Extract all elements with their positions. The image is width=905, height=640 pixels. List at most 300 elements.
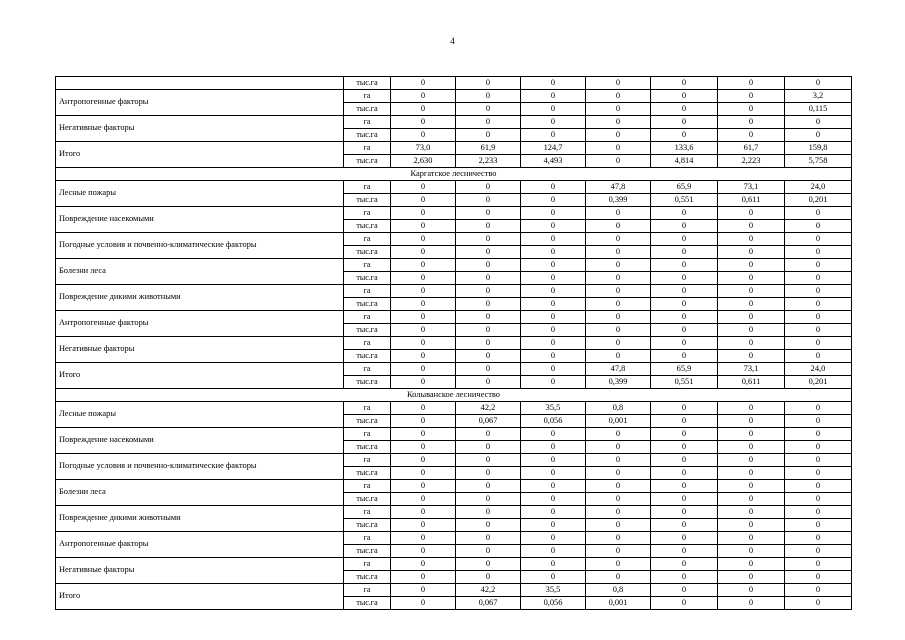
value-cell: 0 (391, 467, 456, 480)
value-cell: 0 (785, 402, 852, 415)
unit-cell: тыс.га (344, 467, 391, 480)
value-cell: 0 (586, 285, 651, 298)
section-row (56, 168, 852, 181)
value-cell: 0 (456, 558, 521, 571)
unit-cell: тыс.га (344, 415, 391, 428)
value-cell: 0 (651, 402, 718, 415)
value-cell: 0 (651, 90, 718, 103)
value-cell: 0 (785, 545, 852, 558)
unit-cell: га (344, 454, 391, 467)
value-cell: 4,493 (521, 155, 586, 168)
value-cell: 0,001 (586, 597, 651, 610)
unit-cell: тыс.га (344, 220, 391, 233)
value-cell: 0 (785, 337, 852, 350)
value-cell: 0 (521, 103, 586, 116)
unit-cell: тыс.га (344, 545, 391, 558)
value-cell: 0 (718, 285, 785, 298)
value-cell: 0 (586, 246, 651, 259)
table-row (56, 90, 852, 103)
value-cell: 0 (586, 545, 651, 558)
factor-label: Негативные факторы (56, 337, 344, 363)
value-cell: 0 (586, 103, 651, 116)
table-row (56, 428, 852, 441)
table-row (56, 506, 852, 519)
value-cell: 0 (718, 493, 785, 506)
value-cell: 0 (391, 402, 456, 415)
unit-cell: га (344, 584, 391, 597)
value-cell: 0 (521, 311, 586, 324)
value-cell: 35,5 (521, 584, 586, 597)
value-cell: 0 (651, 454, 718, 467)
unit-cell: га (344, 285, 391, 298)
value-cell: 0 (785, 350, 852, 363)
unit-cell: га (344, 311, 391, 324)
unit-cell: га (344, 532, 391, 545)
value-cell: 0 (718, 337, 785, 350)
value-cell: 0 (521, 116, 586, 129)
factor-label: Болезни леса (56, 259, 344, 285)
value-cell: 0 (456, 480, 521, 493)
value-cell: 47,8 (586, 181, 651, 194)
value-cell: 0 (456, 259, 521, 272)
value-cell: 0 (718, 246, 785, 259)
value-cell: 0 (651, 220, 718, 233)
value-cell: 0 (521, 506, 586, 519)
value-cell: 0 (521, 246, 586, 259)
value-cell: 0 (718, 467, 785, 480)
value-cell: 0 (651, 558, 718, 571)
value-cell: 0 (521, 519, 586, 532)
value-cell: 0 (391, 428, 456, 441)
unit-cell: тыс.га (344, 571, 391, 584)
unit-cell: га (344, 506, 391, 519)
value-cell: 0 (586, 298, 651, 311)
factor-label: Лесные пожары (56, 402, 344, 428)
value-cell: 0 (586, 558, 651, 571)
value-cell: 0 (456, 246, 521, 259)
unit-cell: тыс.га (344, 155, 391, 168)
table-row (56, 233, 852, 246)
page-number: 4 (450, 36, 455, 46)
value-cell: 0 (718, 597, 785, 610)
value-cell: 0 (718, 324, 785, 337)
unit-cell: тыс.га (344, 376, 391, 389)
value-cell: 2,233 (456, 155, 521, 168)
value-cell: 0 (718, 116, 785, 129)
table-row (56, 116, 852, 129)
value-cell: 0 (521, 181, 586, 194)
value-cell: 0 (521, 480, 586, 493)
value-cell: 0 (586, 207, 651, 220)
value-cell: 0 (521, 376, 586, 389)
value-cell: 0 (785, 480, 852, 493)
value-cell: 0 (521, 571, 586, 584)
value-cell: 0 (521, 77, 586, 90)
value-cell: 0 (785, 467, 852, 480)
value-cell: 73,1 (718, 181, 785, 194)
value-cell: 0 (718, 545, 785, 558)
unit-cell: га (344, 480, 391, 493)
value-cell: 0 (391, 493, 456, 506)
value-cell: 0 (456, 350, 521, 363)
value-cell: 0 (391, 116, 456, 129)
value-cell: 0 (651, 519, 718, 532)
factor-label: Погодные условия и почвенно-климатические факторы (56, 454, 344, 480)
value-cell: 0 (391, 506, 456, 519)
unit-cell: тыс.га (344, 77, 391, 90)
factor-label: Итого (56, 584, 344, 610)
value-cell: 0 (785, 519, 852, 532)
value-cell: 0 (521, 272, 586, 285)
value-cell: 0 (718, 402, 785, 415)
value-cell: 0 (391, 298, 456, 311)
unit-cell: га (344, 90, 391, 103)
value-cell: 0,8 (586, 584, 651, 597)
value-cell: 0 (651, 480, 718, 493)
table-row (56, 142, 852, 155)
value-cell: 0 (586, 441, 651, 454)
value-cell: 0 (521, 558, 586, 571)
value-cell: 0 (586, 233, 651, 246)
table-row (56, 532, 852, 545)
value-cell: 2,630 (391, 155, 456, 168)
value-cell: 0 (391, 246, 456, 259)
value-cell: 0 (651, 428, 718, 441)
value-cell: 0 (651, 324, 718, 337)
value-cell: 0 (651, 467, 718, 480)
value-cell: 61,7 (718, 142, 785, 155)
factor-label: Погодные условия и почвенно-климатические факторы (56, 233, 344, 259)
unit-cell: тыс.га (344, 597, 391, 610)
value-cell: 0 (586, 77, 651, 90)
value-cell: 0 (718, 480, 785, 493)
value-cell: 0 (651, 233, 718, 246)
value-cell: 0 (586, 324, 651, 337)
value-cell: 0 (391, 324, 456, 337)
forest-damage-table (55, 76, 852, 610)
value-cell: 0,056 (521, 597, 586, 610)
value-cell: 0 (651, 311, 718, 324)
factor-label: Болезни леса (56, 480, 344, 506)
unit-cell: га (344, 428, 391, 441)
value-cell: 0 (456, 233, 521, 246)
value-cell: 0 (651, 506, 718, 519)
value-cell: 0 (391, 415, 456, 428)
value-cell: 0 (521, 90, 586, 103)
value-cell: 0 (456, 545, 521, 558)
value-cell: 0 (785, 311, 852, 324)
value-cell: 0 (521, 428, 586, 441)
table-row (56, 480, 852, 493)
value-cell: 0 (391, 311, 456, 324)
value-cell: 0 (391, 363, 456, 376)
value-cell: 0 (456, 571, 521, 584)
unit-cell: тыс.га (344, 324, 391, 337)
value-cell: 0 (651, 415, 718, 428)
value-cell: 0 (456, 272, 521, 285)
value-cell: 0 (521, 441, 586, 454)
value-cell: 0 (651, 116, 718, 129)
value-cell: 0 (521, 194, 586, 207)
unit-cell: тыс.га (344, 441, 391, 454)
value-cell: 0 (456, 324, 521, 337)
value-cell: 0,399 (586, 194, 651, 207)
value-cell: 0 (456, 77, 521, 90)
value-cell: 0 (718, 220, 785, 233)
value-cell: 0 (391, 597, 456, 610)
value-cell: 0 (391, 220, 456, 233)
value-cell: 0 (718, 259, 785, 272)
value-cell: 0 (521, 233, 586, 246)
value-cell: 0 (586, 571, 651, 584)
value-cell: 0 (456, 337, 521, 350)
unit-cell: тыс.га (344, 272, 391, 285)
value-cell: 0 (651, 103, 718, 116)
factor-label: Негативные факторы (56, 558, 344, 584)
table-row (56, 181, 852, 194)
value-cell: 0 (456, 311, 521, 324)
value-cell: 0 (391, 584, 456, 597)
value-cell: 0 (391, 545, 456, 558)
value-cell: 0 (456, 194, 521, 207)
value-cell: 0 (391, 77, 456, 90)
value-cell: 0,399 (586, 376, 651, 389)
value-cell: 0 (718, 571, 785, 584)
value-cell: 0 (718, 428, 785, 441)
value-cell: 24,0 (785, 181, 852, 194)
value-cell: 0 (586, 480, 651, 493)
table-row (56, 584, 852, 597)
factor-label: Антропогенные факторы (56, 311, 344, 337)
value-cell: 0 (456, 103, 521, 116)
value-cell: 0 (651, 272, 718, 285)
value-cell: 0 (521, 298, 586, 311)
value-cell: 0 (456, 519, 521, 532)
value-cell: 0 (718, 519, 785, 532)
value-cell: 4,814 (651, 155, 718, 168)
value-cell: 0 (456, 454, 521, 467)
value-cell: 0 (391, 519, 456, 532)
value-cell: 0 (718, 77, 785, 90)
table-row (56, 402, 852, 415)
value-cell: 0 (456, 506, 521, 519)
value-cell: 0 (521, 207, 586, 220)
factor-label: Лесные пожары (56, 181, 344, 207)
value-cell: 0 (586, 259, 651, 272)
value-cell: 0,201 (785, 376, 852, 389)
section-row (56, 389, 852, 402)
value-cell: 0 (785, 506, 852, 519)
value-cell: 0 (586, 337, 651, 350)
value-cell: 0 (785, 584, 852, 597)
value-cell: 0 (391, 480, 456, 493)
value-cell: 0 (521, 532, 586, 545)
value-cell: 0 (391, 90, 456, 103)
value-cell: 0 (785, 77, 852, 90)
unit-cell: тыс.га (344, 519, 391, 532)
value-cell: 0 (785, 116, 852, 129)
value-cell: 3,2 (785, 90, 852, 103)
value-cell: 0 (651, 597, 718, 610)
value-cell: 0 (521, 467, 586, 480)
unit-cell: тыс.га (344, 298, 391, 311)
value-cell: 0 (718, 415, 785, 428)
value-cell: 0,001 (586, 415, 651, 428)
value-cell: 0 (391, 337, 456, 350)
value-cell: 0 (456, 116, 521, 129)
value-cell: 0,551 (651, 376, 718, 389)
value-cell: 0 (718, 506, 785, 519)
value-cell: 0 (785, 324, 852, 337)
value-cell: 0 (718, 350, 785, 363)
value-cell: 0 (521, 493, 586, 506)
section-title: Колыванское лесничество (56, 389, 852, 402)
section-title: Каргатское лесничество (56, 168, 852, 181)
value-cell: 0 (785, 298, 852, 311)
value-cell: 0 (521, 454, 586, 467)
value-cell: 0 (586, 454, 651, 467)
value-cell: 0,551 (651, 194, 718, 207)
value-cell: 73,0 (391, 142, 456, 155)
value-cell: 0 (718, 311, 785, 324)
value-cell: 0 (651, 493, 718, 506)
unit-cell: га (344, 558, 391, 571)
value-cell: 0 (718, 558, 785, 571)
value-cell: 0 (651, 207, 718, 220)
value-cell: 0 (718, 298, 785, 311)
value-cell: 0 (391, 233, 456, 246)
value-cell: 0 (785, 493, 852, 506)
value-cell: 47,8 (586, 363, 651, 376)
value-cell: 0 (521, 350, 586, 363)
value-cell: 0 (521, 324, 586, 337)
value-cell: 0 (651, 298, 718, 311)
value-cell: 0 (586, 532, 651, 545)
value-cell: 0 (785, 597, 852, 610)
value-cell: 0 (521, 129, 586, 142)
value-cell: 0 (586, 142, 651, 155)
value-cell: 65,9 (651, 181, 718, 194)
value-cell: 0 (718, 532, 785, 545)
value-cell: 0,611 (718, 376, 785, 389)
value-cell: 0 (521, 337, 586, 350)
value-cell: 0 (586, 493, 651, 506)
value-cell: 0 (586, 220, 651, 233)
value-cell: 0,056 (521, 415, 586, 428)
value-cell: 159,8 (785, 142, 852, 155)
unit-cell: тыс.га (344, 246, 391, 259)
value-cell: 0 (521, 285, 586, 298)
factor-label: Итого (56, 142, 344, 168)
unit-cell: тыс.га (344, 103, 391, 116)
value-cell: 0 (586, 311, 651, 324)
value-cell: 0,8 (586, 402, 651, 415)
factor-label: Повреждение насекомыми (56, 428, 344, 454)
factor-label: Антропогенные факторы (56, 532, 344, 558)
value-cell: 0 (785, 532, 852, 545)
value-cell: 0 (521, 545, 586, 558)
value-cell: 65,9 (651, 363, 718, 376)
value-cell: 0 (651, 246, 718, 259)
value-cell: 0 (785, 571, 852, 584)
table-row (56, 311, 852, 324)
value-cell: 0 (521, 363, 586, 376)
value-cell: 0 (456, 376, 521, 389)
value-cell: 0,201 (785, 194, 852, 207)
value-cell: 24,0 (785, 363, 852, 376)
value-cell: 0 (785, 272, 852, 285)
table-row (56, 77, 852, 90)
value-cell: 0 (456, 532, 521, 545)
value-cell: 0 (456, 207, 521, 220)
value-cell: 0 (391, 285, 456, 298)
value-cell: 0 (586, 467, 651, 480)
value-cell: 0 (456, 493, 521, 506)
unit-cell: тыс.га (344, 350, 391, 363)
value-cell: 0 (586, 506, 651, 519)
value-cell: 0 (456, 90, 521, 103)
table-body (56, 77, 852, 610)
factor-label: Повреждение насекомыми (56, 207, 344, 233)
empty-label-cell (56, 77, 344, 90)
value-cell: 0 (456, 363, 521, 376)
value-cell: 0 (651, 259, 718, 272)
value-cell: 0 (785, 285, 852, 298)
value-cell: 0 (391, 454, 456, 467)
value-cell: 0 (718, 207, 785, 220)
value-cell: 0 (456, 129, 521, 142)
value-cell: 61,9 (456, 142, 521, 155)
value-cell: 0 (391, 181, 456, 194)
value-cell: 0 (456, 220, 521, 233)
value-cell: 0 (391, 441, 456, 454)
value-cell: 0 (521, 259, 586, 272)
value-cell: 0,067 (456, 597, 521, 610)
value-cell: 0 (456, 441, 521, 454)
value-cell: 133,6 (651, 142, 718, 155)
value-cell: 124,7 (521, 142, 586, 155)
value-cell: 0 (651, 285, 718, 298)
value-cell: 0 (785, 415, 852, 428)
value-cell: 0 (586, 519, 651, 532)
factor-label: Негативные факторы (56, 116, 344, 142)
unit-cell: га (344, 142, 391, 155)
value-cell: 0 (586, 129, 651, 142)
value-cell: 0 (718, 129, 785, 142)
factor-label: Антропогенные факторы (56, 90, 344, 116)
value-cell: 0 (456, 298, 521, 311)
value-cell: 0 (785, 441, 852, 454)
value-cell: 0 (785, 246, 852, 259)
unit-cell: га (344, 402, 391, 415)
value-cell: 0 (586, 116, 651, 129)
value-cell: 0 (651, 441, 718, 454)
value-cell: 0 (586, 90, 651, 103)
unit-cell: тыс.га (344, 129, 391, 142)
value-cell: 0 (785, 220, 852, 233)
value-cell: 0 (785, 558, 852, 571)
value-cell: 0 (391, 194, 456, 207)
value-cell: 0 (651, 545, 718, 558)
table-row (56, 337, 852, 350)
value-cell: 0 (718, 272, 785, 285)
value-cell: 73,1 (718, 363, 785, 376)
value-cell: 0 (651, 532, 718, 545)
value-cell: 5,758 (785, 155, 852, 168)
value-cell: 0 (785, 233, 852, 246)
unit-cell: га (344, 116, 391, 129)
value-cell: 42,2 (456, 584, 521, 597)
